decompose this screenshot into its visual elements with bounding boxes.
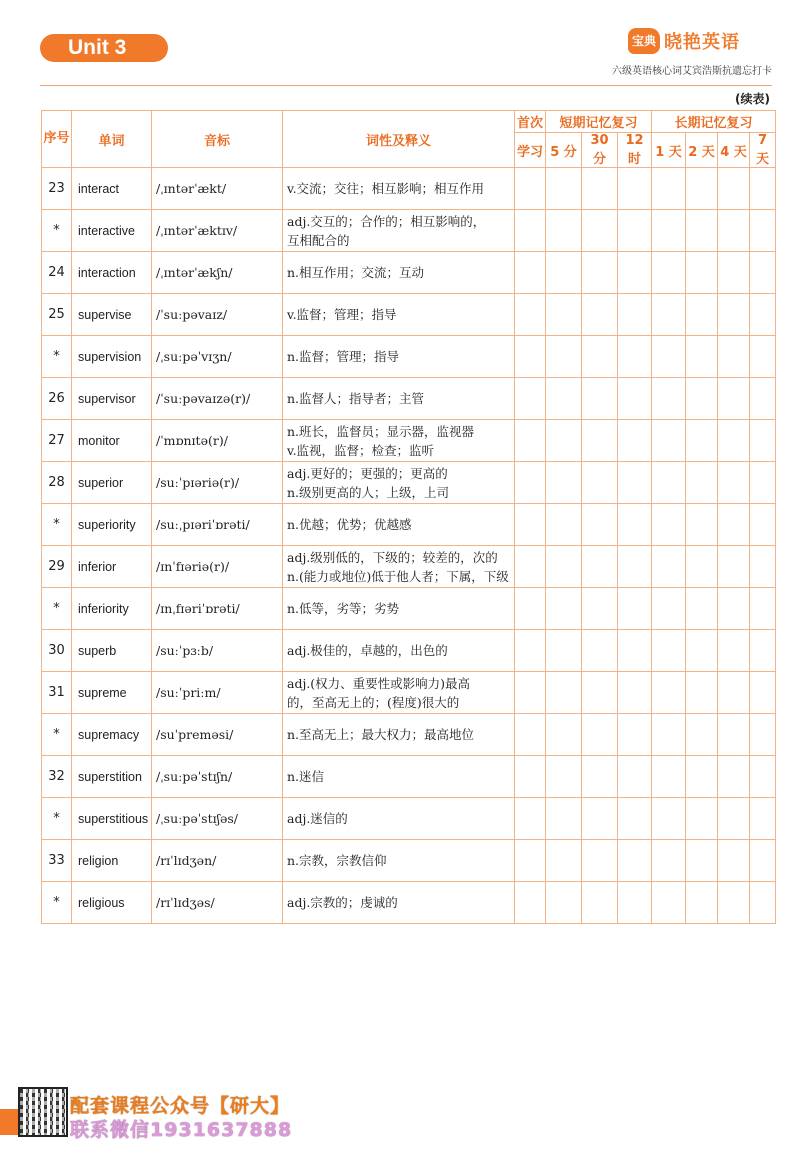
review-checkbox-cell[interactable]: [750, 840, 776, 882]
review-checkbox-cell[interactable]: [750, 756, 776, 798]
review-checkbox-cell[interactable]: [618, 462, 652, 504]
review-checkbox-cell[interactable]: [582, 714, 618, 756]
col-header-first-study-top: 首次: [515, 111, 546, 133]
table-row: [42, 672, 776, 714]
review-checkbox-cell[interactable]: [652, 504, 686, 546]
review-checkbox-cell[interactable]: [718, 336, 750, 378]
definition-line: n.(能力或地位)低于他人者；下属，下级: [287, 568, 509, 584]
row-number: 25: [42, 294, 72, 336]
row-phonetic: /suːˈpriːm/: [152, 672, 283, 714]
row-definition: [283, 756, 515, 798]
review-checkbox-cell[interactable]: [582, 882, 618, 924]
review-checkbox-cell[interactable]: [546, 462, 582, 504]
review-checkbox-cell[interactable]: [750, 672, 776, 714]
review-checkbox-cell[interactable]: [546, 714, 582, 756]
review-checkbox-cell[interactable]: [618, 336, 652, 378]
row-word: supervise: [72, 294, 152, 336]
definition-line: n.迷信: [287, 769, 325, 784]
row-definition: [283, 336, 515, 378]
table-row: [42, 882, 776, 924]
review-checkbox-cell[interactable]: [652, 336, 686, 378]
review-checkbox-cell[interactable]: [546, 630, 582, 672]
review-checkbox-cell[interactable]: [582, 672, 618, 714]
row-word: interact: [72, 168, 152, 210]
review-checkbox-cell[interactable]: [718, 462, 750, 504]
review-checkbox-cell[interactable]: [686, 588, 718, 630]
row-definition: [283, 630, 515, 672]
review-checkbox-cell[interactable]: [618, 588, 652, 630]
row-number: *: [42, 210, 72, 252]
review-checkbox-cell[interactable]: [618, 378, 652, 420]
definition-line: adj.宗教的；虔诚的: [287, 895, 398, 910]
review-checkbox-cell[interactable]: [546, 504, 582, 546]
row-word: supervision: [72, 336, 152, 378]
continued-label: (续表): [735, 92, 770, 106]
definition-line: v.监督；管理；指导: [287, 307, 397, 322]
header-rule: [40, 85, 772, 86]
review-checkbox-cell[interactable]: [718, 588, 750, 630]
brand-block: [592, 22, 772, 82]
review-checkbox-cell[interactable]: [515, 756, 546, 798]
row-definition: [283, 546, 515, 588]
review-checkbox-cell[interactable]: [750, 168, 776, 210]
review-checkbox-cell[interactable]: [718, 252, 750, 294]
row-number: 28: [42, 462, 72, 504]
table-row: [42, 798, 776, 840]
review-checkbox-cell[interactable]: [750, 504, 776, 546]
review-checkbox-cell[interactable]: [652, 588, 686, 630]
review-checkbox-cell[interactable]: [686, 168, 718, 210]
brand-logo-icon: 宝典: [628, 28, 660, 54]
review-checkbox-cell[interactable]: [718, 840, 750, 882]
review-checkbox-cell[interactable]: [652, 168, 686, 210]
review-checkbox-cell[interactable]: [718, 504, 750, 546]
review-checkbox-cell[interactable]: [515, 294, 546, 336]
definition-line: 的，至高无上的；(程度)很大的: [287, 694, 460, 710]
review-checkbox-cell[interactable]: [652, 420, 686, 462]
definition-line: v.交流；交往；相互影响；相互作用: [287, 181, 485, 196]
definition-line: adj.级别低的，下级的；较差的，次的: [287, 549, 498, 565]
table-row: [42, 504, 776, 546]
review-checkbox-cell[interactable]: [686, 840, 718, 882]
review-checkbox-cell[interactable]: [718, 882, 750, 924]
review-checkbox-cell[interactable]: [618, 882, 652, 924]
review-checkbox-cell[interactable]: [750, 420, 776, 462]
review-checkbox-cell[interactable]: [718, 714, 750, 756]
definition-line: n.相互作用；交流；互动: [287, 265, 425, 280]
definition-line: n.低等，劣等；劣势: [287, 601, 400, 616]
col-header-2day: 2 天: [686, 133, 718, 168]
col-header-4day: 4 天: [718, 133, 750, 168]
review-checkbox-cell[interactable]: [515, 882, 546, 924]
review-checkbox-cell[interactable]: [618, 798, 652, 840]
review-checkbox-cell[interactable]: [515, 168, 546, 210]
row-phonetic: /suːˈpɪəriə(r)/: [152, 462, 283, 504]
row-number: *: [42, 714, 72, 756]
unit-badge: Unit 3: [40, 34, 168, 62]
review-checkbox-cell[interactable]: [718, 420, 750, 462]
definition-line: n.监督人；指导者；主管: [287, 391, 425, 406]
definition-line: adj.交互的；合作的；相互影响的，: [287, 213, 486, 229]
row-phonetic: /ˌsuːpəˈstɪʃn/: [152, 756, 283, 798]
review-checkbox-cell[interactable]: [652, 756, 686, 798]
review-checkbox-cell[interactable]: [618, 630, 652, 672]
review-checkbox-cell[interactable]: [546, 294, 582, 336]
review-checkbox-cell[interactable]: [582, 378, 618, 420]
review-checkbox-cell[interactable]: [750, 588, 776, 630]
review-checkbox-cell[interactable]: [718, 546, 750, 588]
col-header-5min: 5 分: [546, 133, 582, 168]
row-phonetic: /suːˈpɜːb/: [152, 630, 283, 672]
col-header-no: 序号: [42, 111, 72, 168]
row-phonetic: /ˌsuːpəˈstɪʃəs/: [152, 798, 283, 840]
row-number: *: [42, 798, 72, 840]
review-checkbox-cell[interactable]: [618, 294, 652, 336]
row-phonetic: /rɪˈlɪdʒən/: [152, 840, 283, 882]
col-header-1day: 1 天: [652, 133, 686, 168]
col-header-7day: 7 天: [750, 133, 776, 168]
definition-line: adj.极佳的，卓越的，出色的: [287, 643, 448, 658]
row-word: inferiority: [72, 588, 152, 630]
row-phonetic: /ɪnˈfɪəriə(r)/: [152, 546, 283, 588]
review-checkbox-cell[interactable]: [652, 546, 686, 588]
row-definition: [283, 378, 515, 420]
review-checkbox-cell[interactable]: [618, 672, 652, 714]
review-checkbox-cell[interactable]: [686, 294, 718, 336]
row-word: inferior: [72, 546, 152, 588]
definition-line: v.监视，监督；检查；监听: [287, 442, 435, 458]
review-checkbox-cell[interactable]: [750, 294, 776, 336]
review-checkbox-cell[interactable]: [618, 420, 652, 462]
row-number: 30: [42, 630, 72, 672]
row-number: 29: [42, 546, 72, 588]
row-phonetic: /suːˌpɪəriˈɒrəti/: [152, 504, 283, 546]
row-phonetic: /ˈsuːpəvaɪz/: [152, 294, 283, 336]
row-definition: [283, 294, 515, 336]
review-checkbox-cell[interactable]: [582, 462, 618, 504]
table-row: [42, 630, 776, 672]
row-word: supervisor: [72, 378, 152, 420]
review-checkbox-cell[interactable]: [618, 168, 652, 210]
review-checkbox-cell[interactable]: [652, 252, 686, 294]
row-number: 31: [42, 672, 72, 714]
row-word: superstition: [72, 756, 152, 798]
review-checkbox-cell[interactable]: [515, 336, 546, 378]
review-checkbox-cell[interactable]: [618, 714, 652, 756]
row-phonetic: /ˌsuːpəˈvɪʒn/: [152, 336, 283, 378]
review-checkbox-cell[interactable]: [686, 672, 718, 714]
row-word: monitor: [72, 420, 152, 462]
row-phonetic: /ˈmɒnɪtə(r)/: [152, 420, 283, 462]
row-number: 26: [42, 378, 72, 420]
review-checkbox-cell[interactable]: [515, 798, 546, 840]
review-checkbox-cell[interactable]: [546, 546, 582, 588]
review-checkbox-cell[interactable]: [515, 588, 546, 630]
row-number: *: [42, 882, 72, 924]
row-definition: [283, 210, 515, 252]
row-word: supremacy: [72, 714, 152, 756]
row-definition: [283, 168, 515, 210]
qr-code-icon: [20, 1089, 66, 1135]
row-phonetic: /rɪˈlɪdʒəs/: [152, 882, 283, 924]
review-checkbox-cell[interactable]: [652, 294, 686, 336]
review-checkbox-cell[interactable]: [515, 630, 546, 672]
review-checkbox-cell[interactable]: [686, 630, 718, 672]
promo-line-1: 配套课程公众号【研大】: [70, 1095, 291, 1117]
row-phonetic: /ˈsuːpəvaɪzə(r)/: [152, 378, 283, 420]
review-checkbox-cell[interactable]: [686, 798, 718, 840]
row-number: *: [42, 504, 72, 546]
review-checkbox-cell[interactable]: [686, 756, 718, 798]
row-number: 23: [42, 168, 72, 210]
brand-subtitle: 六级英语核心词艾宾浩斯抗遗忘打卡: [612, 66, 772, 77]
row-word: superstitious: [72, 798, 152, 840]
review-checkbox-cell[interactable]: [515, 546, 546, 588]
row-word: superb: [72, 630, 152, 672]
review-checkbox-cell[interactable]: [718, 210, 750, 252]
col-header-12h: 12 时: [618, 133, 652, 168]
review-checkbox-cell[interactable]: [515, 714, 546, 756]
review-checkbox-cell[interactable]: [718, 756, 750, 798]
review-checkbox-cell[interactable]: [546, 420, 582, 462]
row-definition: [283, 672, 515, 714]
review-checkbox-cell[interactable]: [652, 378, 686, 420]
row-word: superiority: [72, 504, 152, 546]
row-definition: [283, 840, 515, 882]
row-word: superior: [72, 462, 152, 504]
definition-line: 互相配合的: [287, 232, 350, 248]
col-header-short-term: 短期记忆复习: [546, 111, 652, 133]
review-checkbox-cell[interactable]: [750, 462, 776, 504]
review-checkbox-cell[interactable]: [515, 672, 546, 714]
review-checkbox-cell[interactable]: [582, 546, 618, 588]
review-checkbox-cell[interactable]: [546, 840, 582, 882]
review-checkbox-cell[interactable]: [652, 840, 686, 882]
review-checkbox-cell[interactable]: [515, 252, 546, 294]
col-header-phonetic: 音标: [152, 111, 283, 168]
row-definition: [283, 714, 515, 756]
definition-line: adj.更好的；更强的；更高的: [287, 465, 448, 481]
table-row: [42, 168, 776, 210]
brand-name: 晓艳英语: [664, 32, 740, 53]
row-definition: [283, 420, 515, 462]
definition-line: n.监督；管理；指导: [287, 349, 400, 364]
review-checkbox-cell[interactable]: [686, 252, 718, 294]
definition-line: n.班长，监督员；显示器，监视器: [287, 423, 475, 439]
row-word: religion: [72, 840, 152, 882]
review-checkbox-cell[interactable]: [718, 378, 750, 420]
review-checkbox-cell[interactable]: [546, 210, 582, 252]
definition-line: adj.(权力、重要性或影响力)最高: [287, 675, 471, 691]
review-checkbox-cell[interactable]: [750, 336, 776, 378]
row-definition: [283, 252, 515, 294]
review-checkbox-cell[interactable]: [582, 420, 618, 462]
review-checkbox-cell[interactable]: [686, 420, 718, 462]
review-checkbox-cell[interactable]: [582, 588, 618, 630]
row-word: interaction: [72, 252, 152, 294]
vocab-table: [41, 110, 776, 924]
promo-footer: [0, 1085, 330, 1145]
review-checkbox-cell[interactable]: [582, 168, 618, 210]
row-phonetic: /ɪnˌfɪəriˈɒrəti/: [152, 588, 283, 630]
row-definition: [283, 462, 515, 504]
review-checkbox-cell[interactable]: [686, 546, 718, 588]
row-number: 27: [42, 420, 72, 462]
review-checkbox-cell[interactable]: [618, 504, 652, 546]
review-checkbox-cell[interactable]: [686, 462, 718, 504]
review-checkbox-cell[interactable]: [750, 714, 776, 756]
review-checkbox-cell[interactable]: [718, 294, 750, 336]
review-checkbox-cell[interactable]: [618, 756, 652, 798]
review-checkbox-cell[interactable]: [546, 168, 582, 210]
table-row: [42, 588, 776, 630]
review-checkbox-cell[interactable]: [652, 210, 686, 252]
row-definition: [283, 588, 515, 630]
review-checkbox-cell[interactable]: [750, 252, 776, 294]
review-checkbox-cell[interactable]: [686, 378, 718, 420]
review-checkbox-cell[interactable]: [718, 168, 750, 210]
row-word: supreme: [72, 672, 152, 714]
table-row: [42, 294, 776, 336]
table-row: [42, 840, 776, 882]
review-checkbox-cell[interactable]: [686, 504, 718, 546]
definition-line: n.至高无上；最大权力；最高地位: [287, 727, 475, 742]
review-checkbox-cell[interactable]: [582, 336, 618, 378]
review-checkbox-cell[interactable]: [686, 882, 718, 924]
review-checkbox-cell[interactable]: [652, 630, 686, 672]
table-row: [42, 210, 776, 252]
review-checkbox-cell[interactable]: [750, 546, 776, 588]
review-checkbox-cell[interactable]: [546, 882, 582, 924]
row-number: *: [42, 588, 72, 630]
row-phonetic: /ˌɪntərˈækʃn/: [152, 252, 283, 294]
row-phonetic: /ˌɪntərˈæktɪv/: [152, 210, 283, 252]
review-checkbox-cell[interactable]: [686, 210, 718, 252]
definition-line: n.宗教，宗教信仰: [287, 853, 387, 868]
review-checkbox-cell[interactable]: [618, 840, 652, 882]
review-checkbox-cell[interactable]: [652, 714, 686, 756]
review-checkbox-cell[interactable]: [750, 378, 776, 420]
review-checkbox-cell[interactable]: [582, 210, 618, 252]
review-checkbox-cell[interactable]: [718, 630, 750, 672]
review-checkbox-cell[interactable]: [582, 294, 618, 336]
review-checkbox-cell[interactable]: [686, 336, 718, 378]
review-checkbox-cell[interactable]: [750, 630, 776, 672]
col-header-first-study-bottom: 学习: [515, 133, 546, 168]
review-checkbox-cell[interactable]: [515, 420, 546, 462]
review-checkbox-cell[interactable]: [686, 714, 718, 756]
review-checkbox-cell[interactable]: [652, 798, 686, 840]
review-checkbox-cell[interactable]: [515, 378, 546, 420]
col-header-definition: 词性及释义: [283, 111, 515, 168]
review-checkbox-cell[interactable]: [618, 252, 652, 294]
table-row: [42, 714, 776, 756]
review-checkbox-cell[interactable]: [618, 546, 652, 588]
row-phonetic: /suˈpreməsi/: [152, 714, 283, 756]
review-checkbox-cell[interactable]: [546, 588, 582, 630]
row-word: religious: [72, 882, 152, 924]
table-row: [42, 252, 776, 294]
review-checkbox-cell[interactable]: [750, 798, 776, 840]
table-row: [42, 420, 776, 462]
review-checkbox-cell[interactable]: [582, 252, 618, 294]
row-definition: [283, 798, 515, 840]
row-definition: [283, 504, 515, 546]
table-row: [42, 336, 776, 378]
review-checkbox-cell[interactable]: [652, 462, 686, 504]
row-number: *: [42, 336, 72, 378]
col-header-long-term: 长期记忆复习: [652, 111, 776, 133]
review-checkbox-cell[interactable]: [582, 504, 618, 546]
row-number: 24: [42, 252, 72, 294]
row-number: 32: [42, 756, 72, 798]
review-checkbox-cell[interactable]: [546, 252, 582, 294]
row-number: 33: [42, 840, 72, 882]
review-checkbox-cell[interactable]: [515, 504, 546, 546]
review-checkbox-cell[interactable]: [652, 882, 686, 924]
review-checkbox-cell[interactable]: [515, 462, 546, 504]
review-checkbox-cell[interactable]: [515, 840, 546, 882]
review-checkbox-cell[interactable]: [718, 672, 750, 714]
table-row: [42, 546, 776, 588]
review-checkbox-cell[interactable]: [582, 840, 618, 882]
review-checkbox-cell[interactable]: [546, 756, 582, 798]
review-checkbox-cell[interactable]: [546, 378, 582, 420]
review-checkbox-cell[interactable]: [582, 798, 618, 840]
definition-line: n.级别更高的人；上级，上司: [287, 484, 450, 500]
row-definition: [283, 882, 515, 924]
definition-line: n.优越；优势；优越感: [287, 517, 412, 532]
review-checkbox-cell[interactable]: [515, 210, 546, 252]
table-row: [42, 462, 776, 504]
review-checkbox-cell[interactable]: [750, 210, 776, 252]
review-checkbox-cell[interactable]: [582, 630, 618, 672]
orange-side-bar: [0, 1109, 18, 1135]
review-checkbox-cell[interactable]: [652, 672, 686, 714]
col-header-word: 单词: [72, 111, 152, 168]
review-checkbox-cell[interactable]: [618, 210, 652, 252]
row-word: interactive: [72, 210, 152, 252]
review-checkbox-cell[interactable]: [582, 756, 618, 798]
review-checkbox-cell[interactable]: [718, 798, 750, 840]
review-checkbox-cell[interactable]: [546, 672, 582, 714]
col-header-30min: 30 分: [582, 133, 618, 168]
review-checkbox-cell[interactable]: [546, 798, 582, 840]
row-phonetic: /ˌɪntərˈækt/: [152, 168, 283, 210]
review-checkbox-cell[interactable]: [750, 882, 776, 924]
definition-line: adj.迷信的: [287, 811, 348, 826]
table-row: [42, 756, 776, 798]
promo-line-2: 联系微信1931637888: [70, 1119, 293, 1141]
table-row: [42, 378, 776, 420]
review-checkbox-cell[interactable]: [546, 336, 582, 378]
